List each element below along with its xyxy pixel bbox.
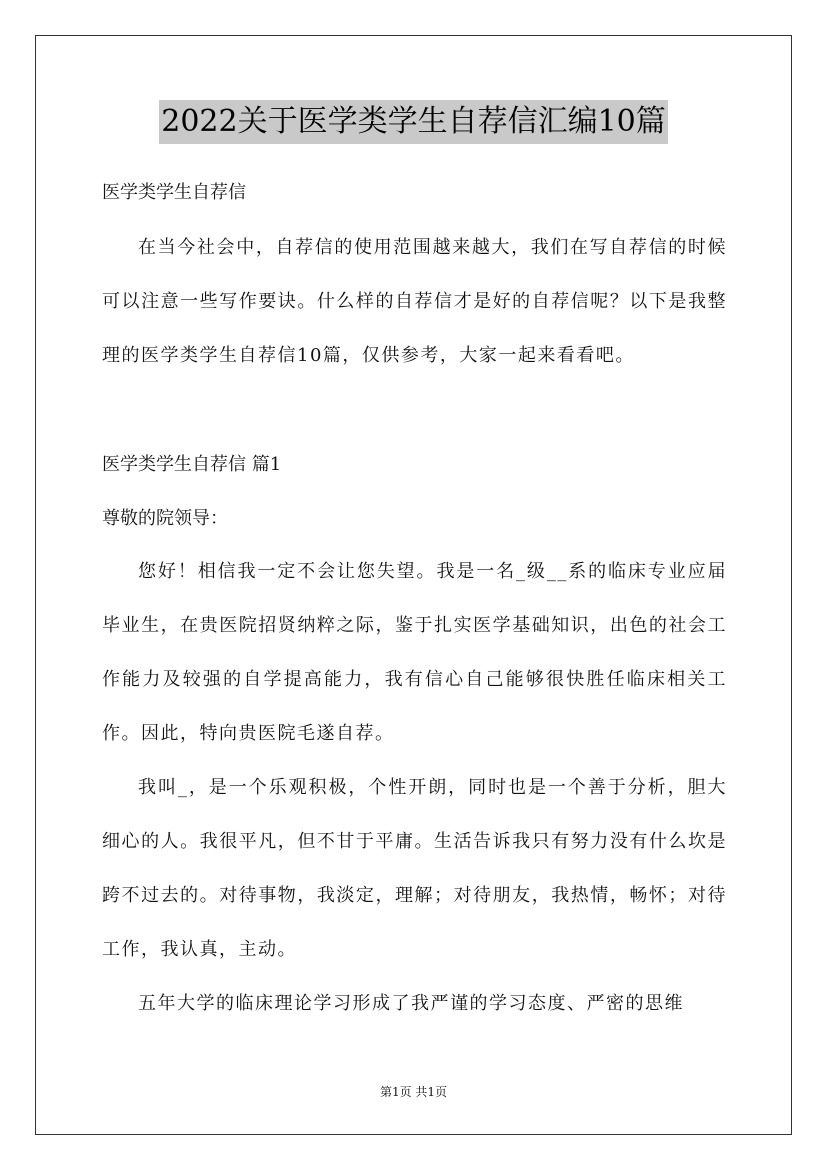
body-paragraph-1: 您好！相信我一定不会让您失望。我是一名_级__系的临床专业应届毕业生，在贵医院招贤纳粹之际，鉴于扎实医学基础知识，出色的社会工作能力及较强的自学提高能力，我有信心自己能够很快胜任临床相关工作。因此，特向贵医院毛遂自荐。 xyxy=(102,561,727,744)
body-paragraph-2: 我叫_，是一个乐观积极，个性开朗，同时也是一个善于分析，胆大细心的人。我很平凡，但不甘于平庸。生活告诉我只有努力没有什么坎是跨不过去的。对待事物，我淡定，理解；对待朋友，我热情，畅怀；对待工作，我认真，主动。 xyxy=(102,777,727,960)
page-number-footer: 第1页 共1页 xyxy=(379,1085,448,1099)
intro-heading: 医学类学生自荐信 xyxy=(102,182,246,203)
salutation: 尊敬的院领导： xyxy=(102,508,228,529)
document-title: 2022关于医学类学生自荐信汇编10篇 xyxy=(159,100,668,144)
section-heading: 医学类学生自荐信 篇1 xyxy=(102,454,282,475)
title-container xyxy=(0,100,827,144)
body-paragraph-3: 五年大学的临床理论学习形成了我严谨的学习态度、严密的思维 xyxy=(138,993,684,1014)
intro-paragraph: 在当今社会中，自荐信的使用范围越来越大，我们在写自荐信的时候可以注意一些写作要诀。什么样的自荐信才是好的自荐信呢？以下是我整理的医学类学生自荐信10篇，仅供参考，大家一起来看看吧。 xyxy=(102,237,727,366)
